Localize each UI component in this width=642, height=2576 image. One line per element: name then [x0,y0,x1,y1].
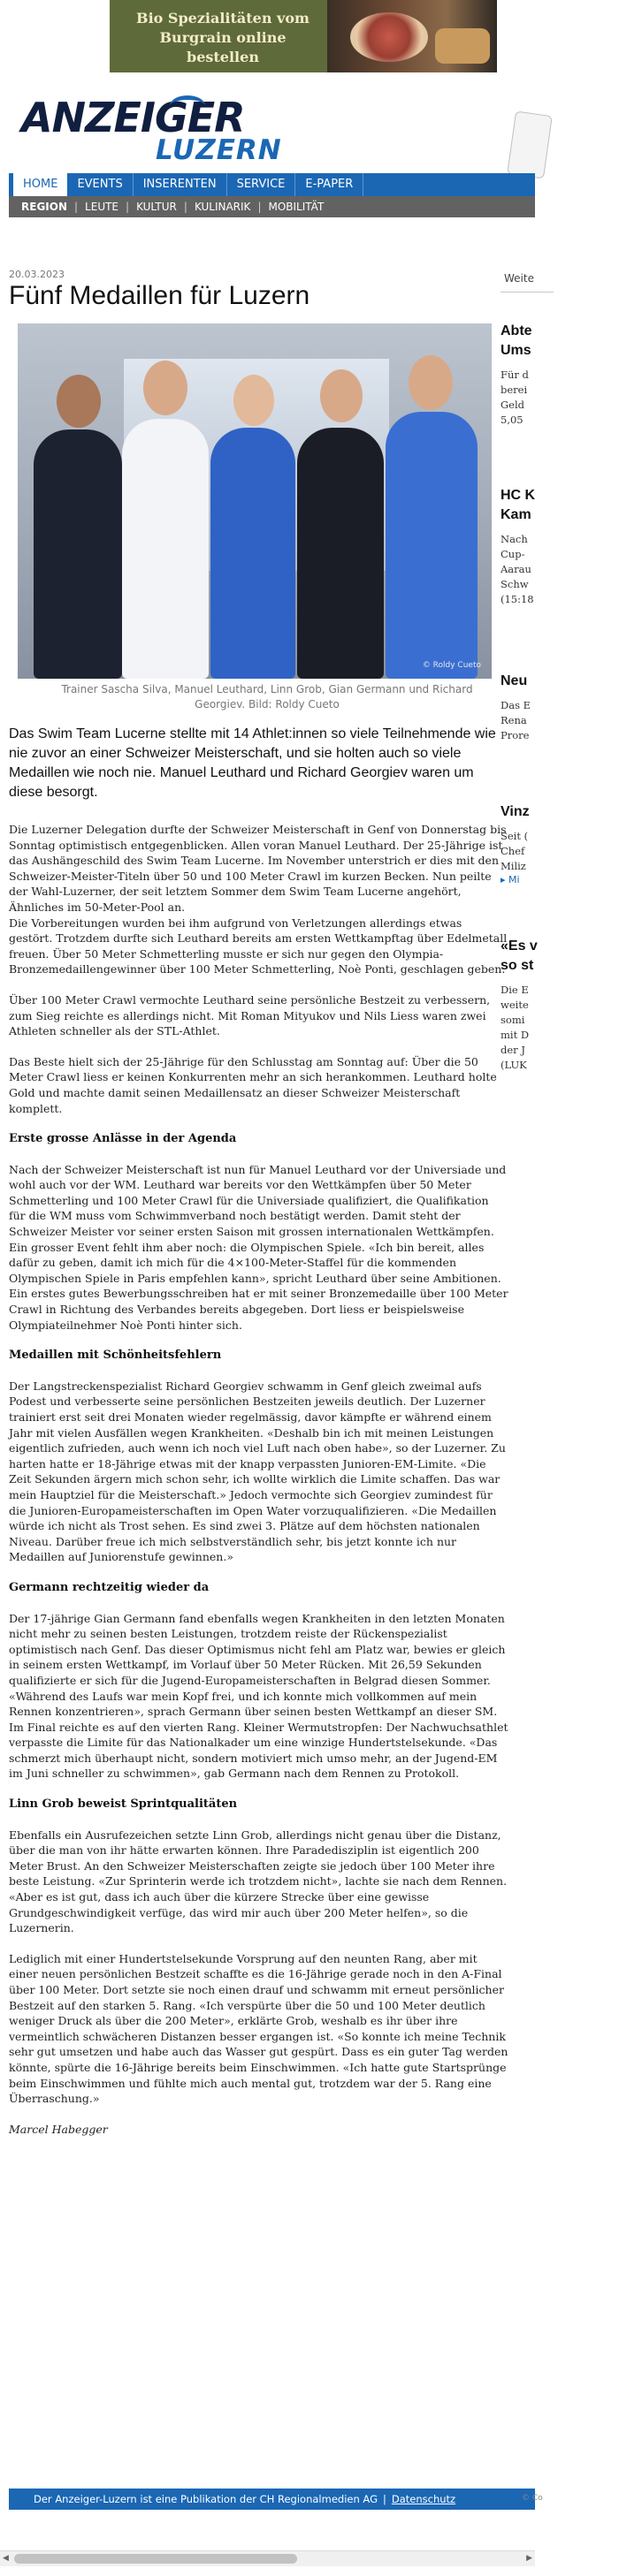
article-photo[interactable] [18,323,492,679]
primary-nav [9,173,535,196]
photo-head-4 [320,369,363,422]
logo-sub: LUZERN [156,134,282,166]
caption-line-1: Trainer Sascha Silva, Manuel Leuthard, Linn Grob, Gian Germann und Richard [61,683,473,695]
sidebar-text: Prore [501,729,530,741]
logo-swoosh [170,95,205,116]
nav-separator: | [126,201,130,213]
secondary-nav [9,196,535,217]
nav-kulinarik[interactable]: KULINARIK [194,201,251,213]
sidebar-headline: Ums [501,343,531,358]
sidebar-text: 5,05 [501,414,524,426]
sidebar-headline: Kam [501,507,531,522]
logo-main: ANZEIGER [21,94,245,141]
sidebar [501,265,538,1979]
copyright: © Co [522,2494,543,2503]
nav-service[interactable]: SERVICE [227,173,296,196]
footer-text [34,2493,455,2505]
photo-person-4 [297,428,384,679]
sidebar-text: mit D [501,1029,530,1041]
ad-line-1: Bio Spezialitäten vom [136,10,310,27]
paragraph: Der Langstreckenspezialist Richard Georgiev schwamm in Genf gleich zweimal aufs Podest und verbesserte seine persönlichen Bestzeiten jeweils deutlich. Der Luzerner trainiert erst seit drei Monaten wieder regelmässig, davor kämpfte er während einem Jahr mit vielen Ausfällen wegen Krankheiten. «Deshalb bin ich mit meinen Leistungen eigentlich zufrieden, auch wenn ich noch viel Luft nach oben habe», so der Luzerner. Zu harten hatte er 18-Jährige etwas mit der knapp verpassten Junioren-EM-Limite. «Die Zeit Sekunden ärgern mich schon sehr, ich wollte wirklich die Limite schaffen. Das war mein Hauptziel für die Meisterschaft.» Jedoch vermochte sich Georgiev zumindest für die Junioren-Europameisterschaften im Open Water vorzuqualifizieren. «Die Medaillen würde ich nicht als Trost sehen. Es sind zwei 3. Plätze auf dem höchsten nationalen Niveau. Darüber freue ich mich selbstverständlich sehr, bis jetzt konnte ich nur Medaillen auf Juniorenstufe gewinnen.» [9,1379,506,1564]
sidebar-teaser-3[interactable] [501,672,642,743]
scroll-right-icon[interactable]: ▶ [526,2554,532,2563]
sidebar-text: der J [501,1044,525,1056]
scrollbar-thumb[interactable] [14,2554,297,2564]
nav-leute[interactable]: LEUTE [85,201,119,213]
sidebar-text: Chef [501,845,525,857]
paragraph: Nach der Schweizer Meisterschaft ist nun für Manuel Leuthard vor der Universiade und wohl auch vor der WM. Leuthard war bereits vor den Wettkämpfen über 50 Meter Schmetterling und 100 Meter Crawl für die Universiade qualifiziert, die Qualifikation für die WM muss vom Schwimmverband noch bestätigt werden. Damit steht der Schweizer Meister vor seiner ersten Saison mit grossen internationalen Wettkämpfen. Ein grosser Event fehlt ihm aber noch: die Olympischen Spiele. «Ich bin bereit, alles dafür zu geben, damit ich mich für die 4×100-Meter-Staffel für die kommenden Olympischen Spiele in Paris empfehlen kann», spricht Leuthard über seine Ambitionen. Ein erstes gutes Bewerbungsschreiben hat er mit seiner Bronzemedaille über 100 Meter Crawl in Richtung des Verbandes bereits abgegeben. Dort liess er beispielsweise Olympiateilnehmer Noè Ponti hinter sich. [9,1162,508,1332]
photo-head-2 [143,361,187,415]
article-body [9,822,508,2152]
sidebar-teaser-4[interactable] [501,802,642,885]
sidebar-text: (15:18 [501,593,534,605]
section-heading: Erste grosse Anlässe in der Agenda [9,1132,237,1146]
paragraph: Lediglich mit einer Hundertstelsekunde Vorsprung auf den neunten Rang, aber mit einer neuen persönlichen Bestzeit schaffte es die 16-Jährige gerade noch in den A-Final über 100 Meter. Dort setzte sie noch einen drauf und schwamm mit erneut persönlicher Bestzeit auf den starken 5. Rang. «Ich verspürte über die 50 und 100 Meter deutlich weniger Druck als über die 200 Meter», erklärte Grob, weshalb es ihr über ihre vermeintlich schwächeren Distanzen besser ergangen ist. «So konnte ich meine Technik sehr gut umsetzen und habe auch das Wasser gut gespürt. Dass es ein guter Tag werden könnte, spürte die 16-Jährige bereits beim Einschwimmen. «Ich hatte gute Startsprünge beim Einschwimmen und fühlte mich auch mental gut, trotzdem war der 5. Rang eine Überraschung.» [9,1951,508,2106]
sidebar-headline: HC K [501,488,536,503]
paragraph: Über 100 Meter Crawl vermochte Leuthard seine persönliche Bestzeit zu verbessern, zum Sieg reichte es allerdings nicht. Mit Roman Mityukov und Nils Liess waren zwei Athleten schneller als der STL-Athlet. [9,992,491,1038]
sidebar-tab[interactable] [501,265,554,293]
sidebar-text: Cup- [501,548,525,560]
sidebar-text: Nach [501,533,528,545]
ad-line-2: Burgrain online bestellen [159,29,287,65]
sidebar-headline: Abte [501,323,532,338]
sidebar-text: berei [501,384,528,396]
section-heading: Germann rechtzeitig wieder da [9,1580,210,1594]
article-title: Fünf Medaillen für Luzern [9,281,310,310]
photo-head-3 [233,375,274,426]
paragraph: Ebenfalls ein Ausrufezeichen setzte Linn Grob, allerdings nicht genau über die Distanz, über die man von ihr hätte erwarten können. Ihre Paradedisziplin ist eigentlich 200 Meter Brust. An den Schweizer Meisterschaften zeigte sie jedoch über 100 Meter ihre beste Leistung. «Zur Sprinterin werde ich trotzdem nicht», lachte sie nach dem Rennen. «Aber es ist gut, dass ich auch über die kürzere Strecke über eine gewisse Grundgeschwindigkeit verfüge, das wird mir auch über 200 Meter helfen», so die Luzernerin. [9,1828,508,1935]
photo-head-1 [57,375,101,428]
photo-credit: © Roldy Cueto [422,661,481,670]
scroll-left-icon[interactable]: ◀ [3,2554,9,2563]
sidebar-teaser-2[interactable] [501,486,642,607]
sidebar-text: Die E [501,984,529,996]
paragraph [9,822,508,977]
article-author: Marcel Habegger [9,2122,108,2136]
sidebar-text: Schw [501,578,529,590]
photo-person-1 [34,429,122,679]
nav-home[interactable]: HOME [13,173,67,196]
sidebar-text: (LUK [501,1059,527,1071]
footer-separator: | [382,2493,386,2505]
nav-separator: | [257,201,262,213]
section-heading: Linn Grob beweist Sprintqualitäten [9,1797,238,1812]
horizontal-scrollbar[interactable] [0,2550,535,2566]
sidebar-text: Aarau [501,563,531,575]
paragraph-text: Die Luzerner Delegation durfte der Schweizer Meisterschaft in Genf von Donnerstag bis Sonntag optimistisch entgegenblicken. Allen voran Manuel Leuthard. Der 25-Jährige ist das Aushängeschild des Swim Team Lucerne. Im November unterstrich er dies mit den Schweizer-Meister-Titeln über 50 und 100 Meter Crawl im kurzen Becken. Nun peilte der Wahl-Luzerner, der seit letztem Sommer dem Swim Team Lucerne angehört, Ähnliches im 50-Meter-Pool an. [9,823,507,914]
paragraph: Der 17-jährige Gian Germann fand ebenfalls wegen Krankheiten in den letzten Monaten nicht mehr zu seinen besten Leistungen, trotzdem reiste der Rückenspezialist optimistisch nach Genf. Das dieser Optimismus nicht fehl am Platz war, bewies er gleich in seinem ersten Wettkampf, im Vorlauf über 50 Meter Rücken. Mit 26,59 Sekunden qualifizierte er sich für die Jugend-Europameisterschaften in Belgrad diesen Sommer. «Während des Laufs war mein Kopf frei, und ich konnte mich vollkommen auf mein Rennen konzentrieren», sprach Germann über seinen besten Wettkampf an dieser SM. Im Final reichte es auf den vierten Rang. Kleiner Wermutstropfen: Der Nachwuchsathlet verpasste die Limite für das Nationalkader um eine winzige Hundertstelsekunde. «Das schmerzt mich überhaupt nicht, sondern motiviert mich umso mehr, an der Jugend-EM im Juni schneller zu schwimmen», gab Germann nach dem Rennen zu Protokoll. [9,1611,508,1781]
nav-kultur[interactable]: KULTUR [136,201,177,213]
sidebar-teaser-1[interactable] [501,322,642,428]
photo-person-3 [210,428,295,679]
sidebar-headline: Neu [501,673,528,688]
nav-separator: | [74,201,79,213]
sidebar-teaser-5[interactable] [501,937,642,1073]
caption-line-2: Georgiev. Bild: Roldy Cueto [195,698,340,710]
photo-person-2 [122,419,209,679]
ad-plate-image [350,12,428,62]
site-logo[interactable] [21,88,287,168]
section-heading: Medaillen mit Schönheitsfehlern [9,1349,222,1363]
photo-person-5 [386,412,478,679]
article-lead: Das Swim Team Lucerne stellte mit 14 Athlet:innen so viele Teilnehmende wie nie zuvor an einer Schweizer Meisterschaft, und sie holten auch so viele Medaillen wie noch nie. Manuel Leuthard und Richard Georgiev waren um diese besorgt. [9,726,496,800]
sidebar-text: somi [501,1014,525,1026]
sidebar-headline: «Es v [501,938,538,954]
sidebar-more-link[interactable]: ▸ Mi [501,874,520,885]
ad-banner[interactable] [110,0,497,72]
sidebar-headline: so st [501,958,534,973]
sidebar-text: Rena [501,714,527,726]
photo-head-5 [409,355,453,410]
privacy-link[interactable]: Datenschutz [391,2493,456,2505]
paragraph-text: Die Vorbereitungen wurden bei ihm aufgrund von Verletzungen allerdings etwas gestört. Trotzdem durfte sich Leuthard bereits am ersten Wettkampftag über Edelmetall freuen. Über 50 Meter Schmetterling musste er sich nur gegen den Olympia-Bronzemedaillengewinner über 100 Meter Schmetterling, Noè Ponti, geschlagen geben. [9,916,508,976]
nav-inserenten[interactable]: INSERENTEN [134,173,227,196]
sidebar-text: Geld [501,399,525,411]
photo-caption [12,682,522,712]
paragraph: Das Beste hielt sich der 25-Jährige für den Schlusstag am Sonntag auf: Über die 50 Meter Crawl liess er keinen Konkurrenten mehr an sich herankommen. Leuthard holte Gold und machte damit seinen Medaillensatz an dieser Schweizer Meisterschaft komplett. [9,1054,497,1115]
footer-publisher: Der Anzeiger-Luzern ist eine Publikation der CH Regionalmedien AG [34,2493,378,2505]
nav-events[interactable]: EVENTS [67,173,133,196]
sidebar-headline: Vinz [501,804,530,819]
nav-region[interactable]: REGION [21,201,67,213]
side-teaser-image[interactable] [507,110,553,179]
sidebar-text: Miliz [501,860,526,872]
sidebar-text: weite [501,999,529,1011]
site-footer [9,2489,535,2510]
nav-separator: | [183,201,187,213]
ad-text [134,9,311,67]
nav-mobilitaet[interactable]: MOBILITÄT [268,201,325,213]
sidebar-text: Seit ( [501,830,529,842]
sidebar-text: Für d [501,369,529,381]
article-date: 20.03.2023 [9,269,65,280]
sidebar-tab-label: Weite [504,272,534,285]
ad-bread-image [435,28,490,64]
sidebar-text: Das E [501,699,531,711]
nav-epaper[interactable]: E-PAPER [295,173,363,196]
